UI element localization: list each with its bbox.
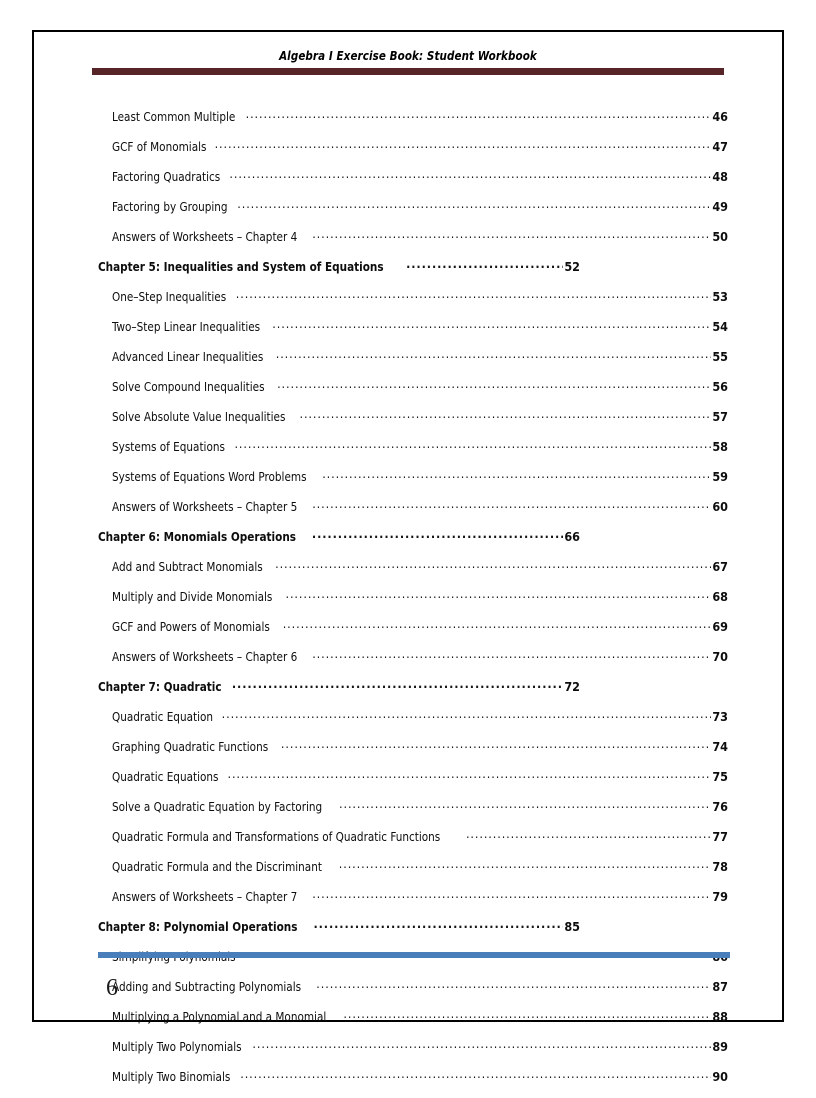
toc-entry-row[interactable] <box>34 138 782 168</box>
toc-entry-label: Solve a Quadratic Equation by Factoring <box>112 798 323 814</box>
toc-leader-dots <box>277 378 711 391</box>
toc-entry-label: Factoring Quadratics <box>112 168 221 184</box>
toc-entry-label: Answers of Worksheets – Chapter 7 <box>112 888 298 904</box>
toc-chapter-row[interactable] <box>34 918 782 948</box>
toc-entry-label: GCF of Monomials <box>112 138 207 154</box>
toc-entry-label: Add and Subtract Monomials <box>112 558 263 574</box>
toc-chapter-row[interactable] <box>34 678 782 708</box>
toc-entry-page-number: 70 <box>712 648 728 664</box>
toc-entry-row[interactable] <box>34 975 782 1008</box>
toc-entry-page-number: 68 <box>712 588 728 604</box>
toc-entry-page-number: 78 <box>712 858 728 874</box>
toc-leader-dots <box>232 678 564 691</box>
toc-entry-row[interactable] <box>34 618 782 648</box>
toc-entry-row[interactable] <box>34 888 782 918</box>
toc-entry-page-number: 48 <box>712 168 728 184</box>
toc-entry-label: Answers of Worksheets – Chapter 5 <box>112 498 298 514</box>
toc-leader-dots <box>339 798 711 811</box>
toc-entry-label: Adding and Subtracting Polynomials <box>112 978 302 994</box>
toc-entry-label: Chapter 5: Inequalities and System of Equations <box>98 258 384 274</box>
toc-entry-page-number: 69 <box>712 618 728 634</box>
toc-leader-dots <box>281 738 711 751</box>
toc-entry-page-number: 54 <box>712 318 728 334</box>
toc-entry-row[interactable] <box>34 558 782 588</box>
toc-leader-dots <box>312 498 711 511</box>
toc-entry-label: Two–Step Linear Inequalities <box>112 318 261 334</box>
toc-entry-label: Systems of Equations <box>112 438 225 454</box>
toc-leader-dots <box>240 1068 711 1081</box>
toc-leader-dots <box>234 438 711 451</box>
toc-leader-dots <box>343 1008 711 1021</box>
toc-leader-dots <box>215 138 712 151</box>
toc-entry-page-number: 49 <box>712 198 728 214</box>
toc-entry-row[interactable] <box>34 168 782 198</box>
toc-entry-label: Chapter 6: Monomials Operations <box>98 528 297 544</box>
toc-leader-dots <box>236 288 712 301</box>
toc-entry-label: Multiply Two Binomials <box>112 1068 231 1084</box>
toc-entry-label: Multiplying a Polynomial and a Monomial <box>112 1008 327 1024</box>
toc-entry-page-number: 58 <box>712 438 728 454</box>
header-divider-rule <box>92 68 724 75</box>
toc-entry-label: Systems of Equations Word Problems <box>112 468 307 484</box>
toc-entry-label: Solve Absolute Value Inequalities <box>112 408 286 424</box>
toc-entry-page-number: 90 <box>712 1068 728 1084</box>
toc-leader-dots <box>252 1038 711 1051</box>
table-of-contents <box>34 108 782 1098</box>
toc-entry-label: Least Common Multiple <box>112 108 236 124</box>
toc-entry-page-number: 77 <box>712 828 728 844</box>
footer-divider-rule <box>98 952 730 958</box>
toc-entry-row[interactable] <box>34 378 782 408</box>
toc-entry-page-number: 66 <box>564 528 580 544</box>
toc-entry-row[interactable] <box>34 828 782 858</box>
toc-leader-dots <box>299 408 711 421</box>
toc-entry-page-number: 57 <box>712 408 728 424</box>
toc-entry-page-number: 75 <box>712 768 728 784</box>
toc-entry-row[interactable] <box>34 408 782 438</box>
toc-entry-page-number: 67 <box>712 558 728 574</box>
toc-leader-dots <box>272 318 711 331</box>
toc-entry-page-number: 59 <box>712 468 728 484</box>
toc-entry-page-number: 76 <box>712 798 728 814</box>
toc-leader-dots <box>406 258 563 271</box>
toc-entry-label: Advanced Linear Inequalities <box>112 348 264 364</box>
toc-leader-dots <box>222 708 712 721</box>
toc-entry-row[interactable] <box>34 648 782 678</box>
toc-entry-row[interactable] <box>34 858 782 888</box>
toc-entry-label: GCF and Powers of Monomials <box>112 618 270 634</box>
toc-leader-dots <box>313 918 563 931</box>
toc-leader-dots <box>316 978 711 991</box>
toc-entry-row[interactable] <box>34 288 782 318</box>
toc-entry-row[interactable] <box>34 1068 782 1098</box>
toc-leader-dots <box>276 348 712 361</box>
toc-leader-dots <box>229 168 711 181</box>
toc-entry-page-number: 73 <box>712 708 728 724</box>
toc-entry-page-number: 46 <box>712 108 728 124</box>
toc-leader-dots <box>312 648 711 661</box>
toc-entry-row[interactable] <box>34 228 782 258</box>
toc-leader-dots <box>322 468 711 481</box>
toc-entry-label: Quadratic Formula and the Discriminant <box>112 858 322 874</box>
toc-entry-row[interactable] <box>34 798 782 828</box>
toc-entry-page-number: 74 <box>712 738 728 754</box>
toc-entry-label: Quadratic Formula and Transformations of Quadratic Functions <box>112 828 441 844</box>
toc-entry-label: Chapter 7: Quadratic <box>98 678 222 694</box>
toc-leader-dots <box>237 198 711 211</box>
toc-entry-page-number: 52 <box>564 258 580 274</box>
toc-entry-page-number: 50 <box>712 228 728 244</box>
toc-entry-page-number: 47 <box>712 138 728 154</box>
toc-entry-row[interactable] <box>34 318 782 348</box>
book-title: Algebra I Exercise Book: Student Workbook <box>279 48 537 63</box>
toc-entry-label: Multiply Two Polynomials <box>112 1038 242 1054</box>
toc-entry-row[interactable] <box>34 1038 782 1068</box>
toc-leader-dots <box>312 888 711 901</box>
toc-entry-row[interactable] <box>34 108 782 138</box>
toc-entry-row[interactable] <box>34 738 782 768</box>
toc-entry-page-number: 88 <box>712 1008 728 1024</box>
toc-entry-page-number: 60 <box>712 498 728 514</box>
toc-entry-row[interactable] <box>34 768 782 798</box>
toc-entry-row[interactable] <box>34 468 782 498</box>
toc-leader-dots <box>285 588 711 601</box>
toc-entry-row[interactable] <box>34 198 782 228</box>
toc-entry-page-number: 56 <box>712 378 728 394</box>
toc-leader-dots <box>275 558 711 571</box>
toc-entry-label: One–Step Inequalities <box>112 288 227 304</box>
toc-chapter-row[interactable] <box>34 258 782 288</box>
toc-entry-page-number: 53 <box>712 288 728 304</box>
toc-entry-label: Solve Compound Inequalities <box>112 378 265 394</box>
toc-entry-label: Quadratic Equations <box>112 768 219 784</box>
toc-entry-label: Answers of Worksheets – Chapter 4 <box>112 228 298 244</box>
page-number: 6 <box>106 975 118 1001</box>
toc-leader-dots <box>283 618 712 631</box>
running-header <box>34 48 782 75</box>
toc-entry-row[interactable] <box>34 498 782 528</box>
toc-entry-label: Answers of Worksheets – Chapter 6 <box>112 648 298 664</box>
toc-entry-label: Factoring by Grouping <box>112 198 228 214</box>
toc-entry-page-number: 85 <box>564 918 580 934</box>
toc-entry-row[interactable] <box>34 348 782 378</box>
toc-chapter-row[interactable] <box>34 528 782 558</box>
toc-entry-row[interactable] <box>34 1008 782 1038</box>
toc-entry-row[interactable] <box>34 708 782 738</box>
toc-leader-dots <box>312 228 711 241</box>
toc-entry-row[interactable] <box>34 588 782 618</box>
toc-entry-page-number: 87 <box>712 978 728 994</box>
toc-entry-label: Chapter 8: Polynomial Operations <box>98 918 298 934</box>
toc-entry-page-number: 55 <box>712 348 728 364</box>
toc-entry-row[interactable] <box>34 438 782 468</box>
toc-entry-page-number: 89 <box>712 1038 728 1054</box>
toc-entry-page-number: 72 <box>564 678 580 694</box>
document-page <box>32 30 784 1084</box>
toc-leader-dots <box>246 108 712 121</box>
toc-entry-page-number: 79 <box>712 888 728 904</box>
toc-leader-dots <box>312 528 563 541</box>
toc-leader-dots <box>227 768 711 781</box>
toc-entry-label: Multiply and Divide Monomials <box>112 588 273 604</box>
toc-entry-label: Quadratic Equation <box>112 708 214 724</box>
toc-leader-dots <box>466 828 711 841</box>
toc-entry-label: Graphing Quadratic Functions <box>112 738 269 754</box>
toc-leader-dots <box>339 858 712 871</box>
